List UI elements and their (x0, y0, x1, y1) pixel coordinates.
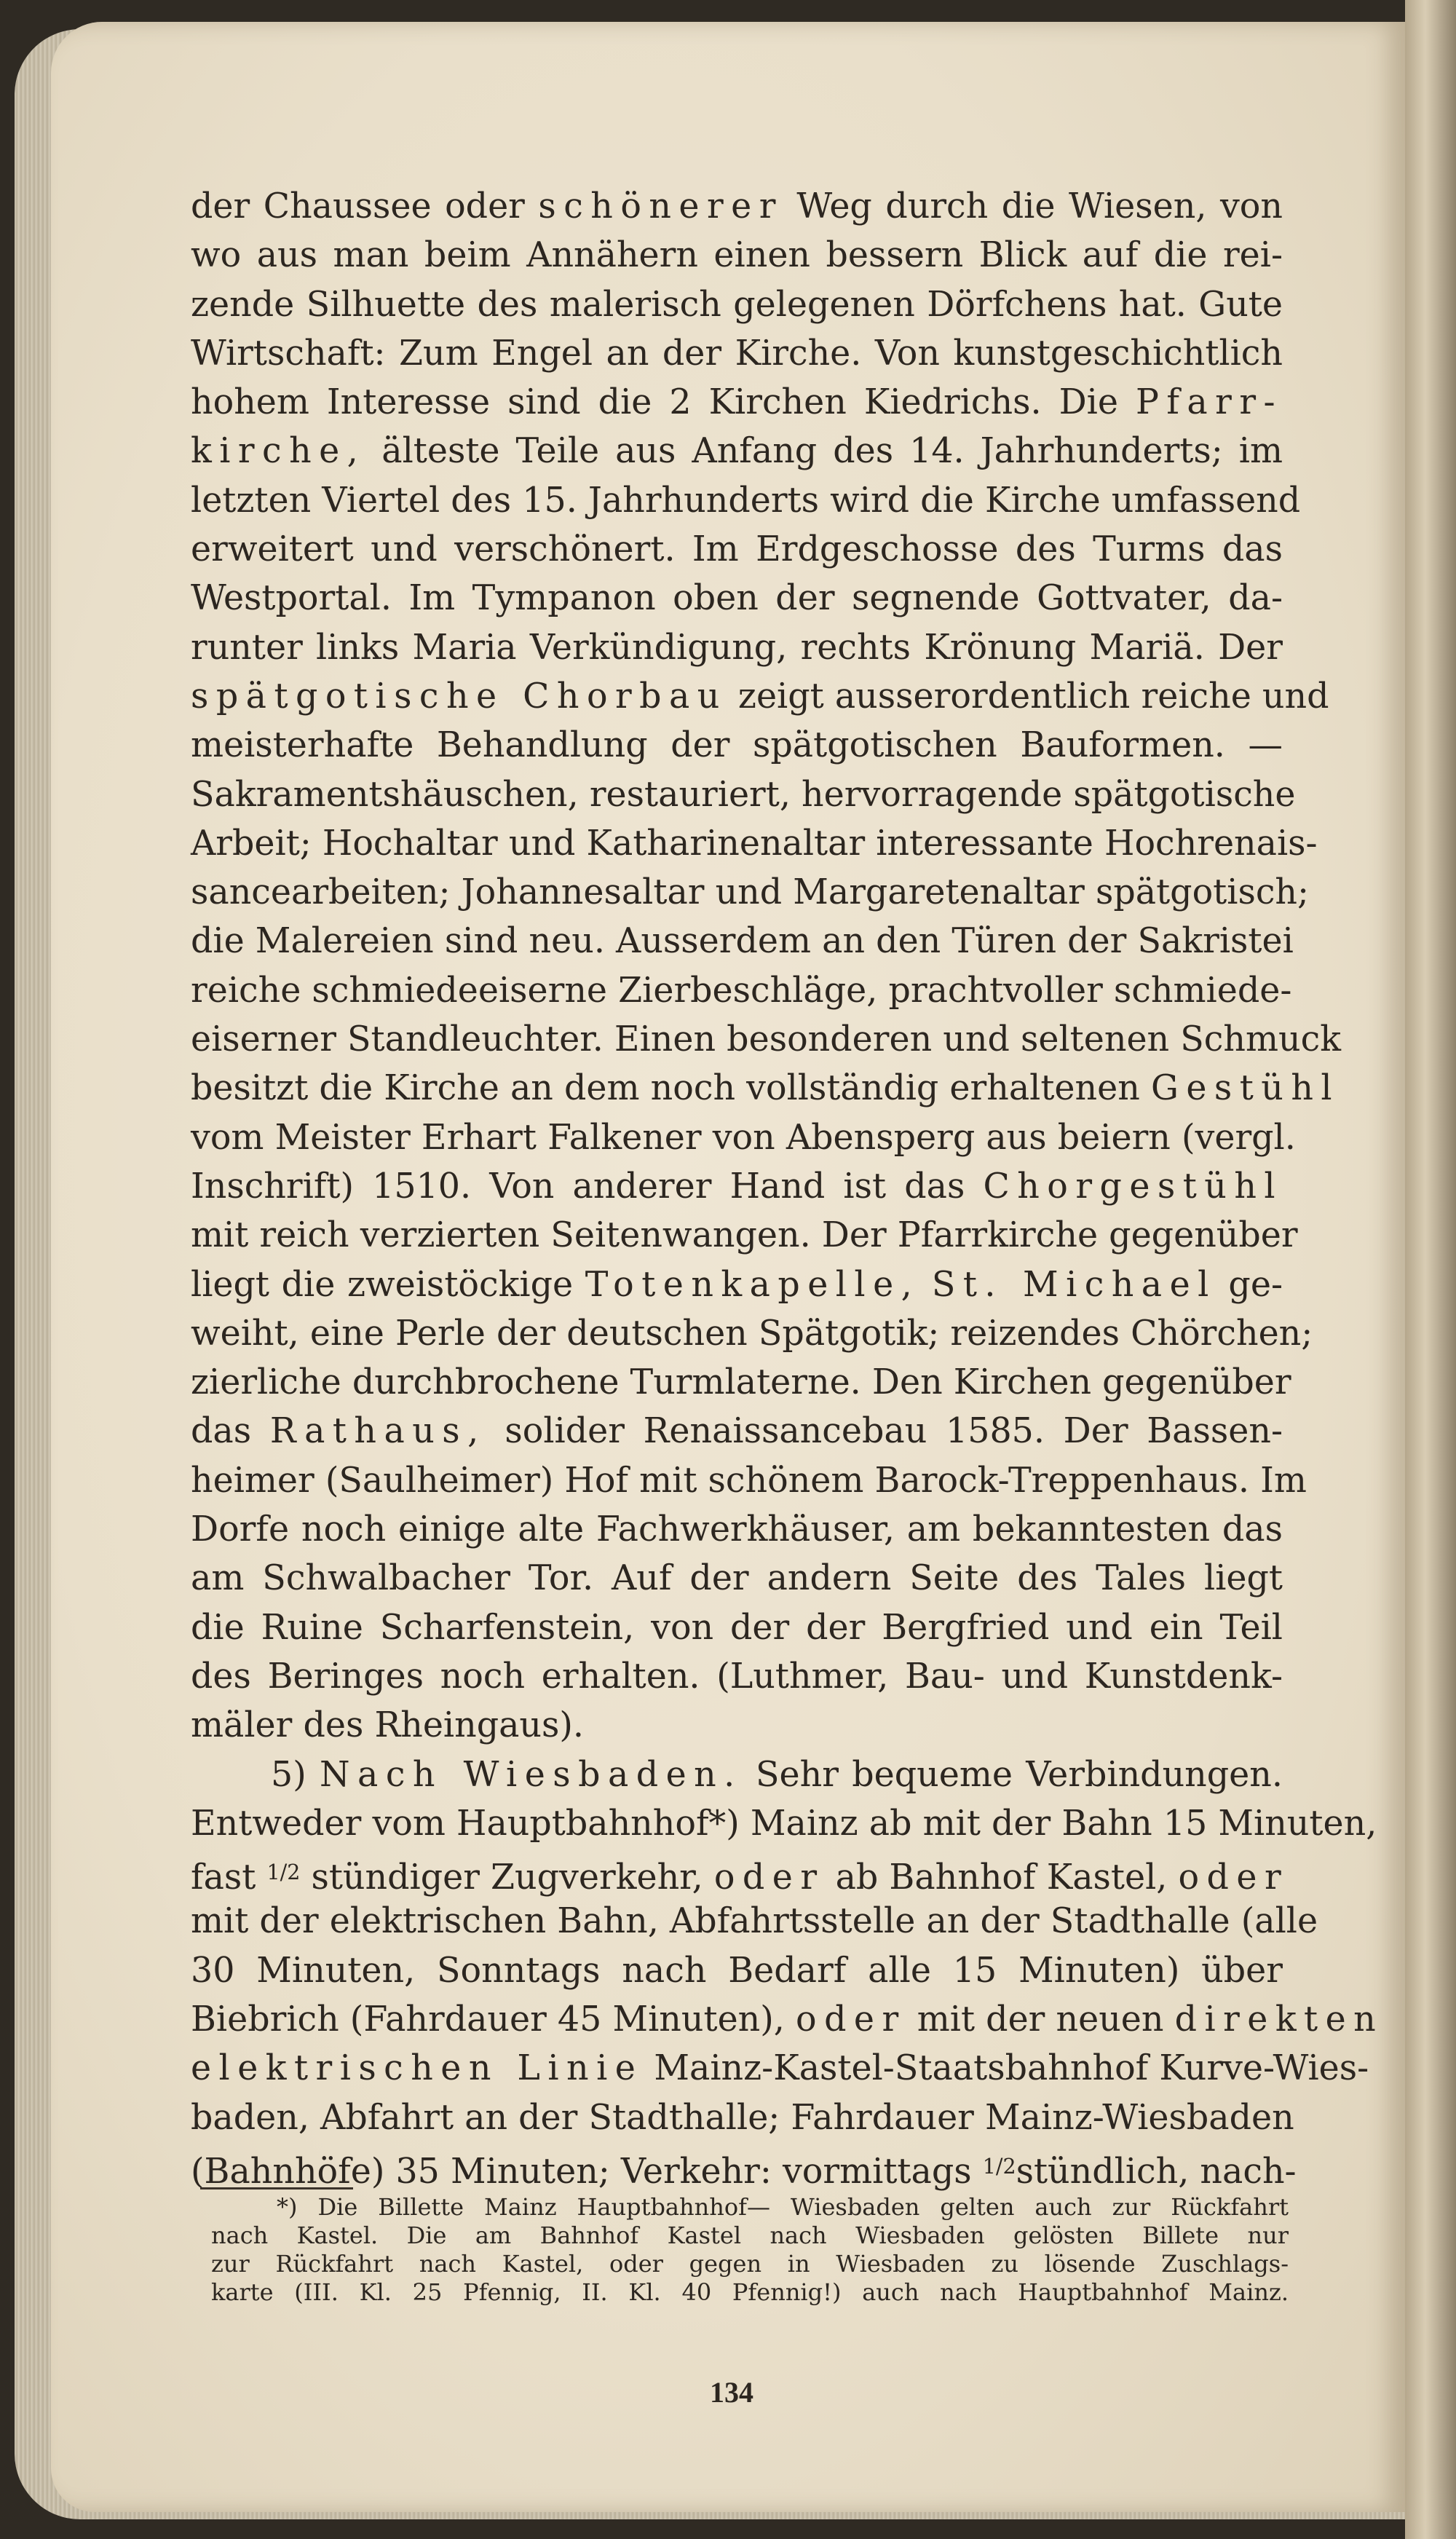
text-line: zende Silhuette des malerisch gelegenen Dörfchens hat. Gute (191, 284, 1283, 325)
text-line: Entweder vom Hauptbahnhof*) Mainz ab mit der Bahn 15 Minuten, (191, 1803, 1377, 1844)
fraction: 1/2 (982, 2154, 1016, 2179)
body-text (191, 182, 1384, 2192)
page-number: 134 (710, 2376, 753, 2409)
text-line: hohem Interesse sind die 2 Kirchen Kiedrichs. Die Pfarr- (191, 382, 1283, 423)
text-line: die Ruine Scharfenstein, von der der Bergfried und ein Teil (191, 1607, 1283, 1648)
spaced-emphasis: oder (1178, 1857, 1289, 1898)
spaced-emphasis: St. Michael (931, 1264, 1216, 1305)
text-line: mit der elektrischen Bahn, Abfahrtsstelle an der Stadthalle (alle (191, 1901, 1318, 1942)
text-line: runter links Maria Verkündigung, rechts Krönung Mariä. Der (191, 627, 1283, 668)
spaced-emphasis: oder (796, 1999, 906, 2040)
text-line: am Schwalbacher Tor. Auf der andern Seite des Tales liegt (191, 1558, 1283, 1599)
footnote-line: zur Rückfahrt nach Kastel, oder gegen in Wiesbaden zu lösende Zuschlags- (211, 2250, 1289, 2278)
footnote-line: *) Die Billette Mainz Hauptbahnhof— Wiesbaden gelten auch zur Rückfahrt (277, 2193, 1289, 2221)
text-line: (Bahnhöfe) 35 Minuten; Verkehr: vormittags $^{1/2}$stündlich, nach- (191, 2151, 1297, 2192)
text-line: des Beringes noch erhalten. (Luthmer, Bau- und Kunstdenk- (191, 1656, 1283, 1697)
text-line: liegt die zweistöckige Totenkapelle, St. Michael ge- (191, 1264, 1283, 1305)
text-line: der Chaussee oder schönerer Weg durch die Wiesen, von (191, 186, 1283, 226)
spaced-emphasis: Rathaus, (269, 1411, 486, 1452)
spaced-emphasis: Gestühl (1150, 1068, 1340, 1109)
text-line: Inschrift) 1510. Von anderer Hand ist das Chorgestühl (191, 1166, 1283, 1207)
text-line: besitzt die Kirche an dem noch vollständig erhaltenen Gestühl (191, 1068, 1340, 1109)
spaced-emphasis: Nach Wiesbaden. (320, 1754, 743, 1795)
text-line: eiserner Standleuchter. Einen besonderen und seltenen Schmuck (191, 1019, 1342, 1060)
text-line: wo aus man beim Annähern einen bessern Blick auf die rei- (191, 235, 1283, 276)
text-line: Arbeit; Hochaltar und Katharinenaltar interessante Hochrenais- (191, 823, 1318, 864)
spaced-emphasis: elektrischen Linie (191, 2048, 644, 2089)
text-line: 30 Minuten, Sonntags nach Bedarf alle 15 Minuten) über (191, 1950, 1283, 1991)
text-line: Sakramentshäuschen, restauriert, hervorragende spätgotische (191, 774, 1296, 815)
text-line: kirche, älteste Teile aus Anfang des 14. Jahrhunderts; im (191, 431, 1283, 472)
text-line: zierliche durchbrochene Turmlaterne. Den Kirchen gegenüber (191, 1362, 1291, 1403)
text-line: Dorfe noch einige alte Fachwerkhäuser, am bekanntesten das (191, 1509, 1283, 1550)
text-line: 5) Nach Wiesbaden. Sehr bequeme Verbindungen. (271, 1754, 1283, 1795)
spaced-emphasis: Totenkapelle, (585, 1264, 920, 1305)
fraction: 1/2 (266, 1860, 301, 1885)
spaced-emphasis: schönerer (538, 186, 783, 226)
spaced-emphasis: spätgotische Chorbau (191, 676, 727, 716)
text-line: heimer (Saulheimer) Hof mit schönem Barock-Treppenhaus. Im (191, 1460, 1307, 1501)
footnote (211, 2193, 1289, 2307)
text-line: erweitert und verschönert. Im Erdgeschosse des Turms das (191, 529, 1283, 570)
book-spine (1405, 0, 1456, 2539)
text-line: Biebrich (Fahrdauer 45 Minuten), oder mit der neuen direkten (191, 1999, 1384, 2040)
footnote-rule (200, 2187, 353, 2189)
text-line: reiche schmiedeeiserne Zierbeschläge, prachtvoller schmiede- (191, 970, 1292, 1011)
spaced-emphasis: kirche, (191, 431, 366, 472)
spaced-emphasis: oder (713, 1857, 825, 1898)
spaced-emphasis: Pfarr- (1135, 382, 1283, 423)
text-line: Wirtschaft: Zum Engel an der Kirche. Von kunstgeschichtlich (191, 333, 1283, 374)
text-line: vom Meister Erhart Falkener von Abensperg aus beiern (vergl. (191, 1117, 1296, 1158)
text-line: sancearbeiten; Johannesaltar und Margaretenaltar spätgotisch; (191, 872, 1310, 913)
footnote-line: nach Kastel. Die am Bahnhof Kastel nach Wiesbaden gelösten Billete nur (211, 2222, 1289, 2249)
spaced-emphasis: Chorgestühl (983, 1166, 1283, 1207)
text-line: letzten Viertel des 15. Jahrhunderts wird die Kirche umfassend (191, 480, 1301, 521)
text-line: spätgotische Chorbau zeigt ausserordentlich reiche und (191, 676, 1329, 716)
text-line: Westportal. Im Tympanon oben der segnende Gottvater, da- (191, 578, 1283, 619)
text-line: weiht, eine Perle der deutschen Spätgotik; reizendes Chörchen; (191, 1313, 1313, 1354)
spaced-emphasis: direkten (1174, 1999, 1384, 2040)
text-line: mit reich verzierten Seitenwangen. Der Pfarrkirche gegenüber (191, 1215, 1298, 1256)
footnote-line: karte (III. Kl. 25 Pfennig, II. Kl. 40 Pfennig!) auch nach Hauptbahnhof Mainz. (211, 2278, 1289, 2306)
text-line: mäler des Rheingaus). (191, 1705, 585, 1746)
text-line: baden, Abfahrt an der Stadthalle; Fahrdauer Mainz-Wiesbaden (191, 2097, 1294, 2138)
text-line: das Rathaus, solider Renaissancebau 1585. Der Bassen- (191, 1411, 1283, 1452)
text-line: elektrischen Linie Mainz-Kastel-Staatsbahnhof Kurve-Wies- (191, 2048, 1369, 2089)
text-line: die Malereien sind neu. Ausserdem an den Türen der Sakristei (191, 921, 1294, 962)
text-line: fast $^{1/2}$ stündiger Zugverkehr, oder ab Bahnhof Kastel, oder (191, 1857, 1289, 1898)
text-line: meisterhafte Behandlung der spätgotischen Bauformen. — (191, 725, 1283, 766)
